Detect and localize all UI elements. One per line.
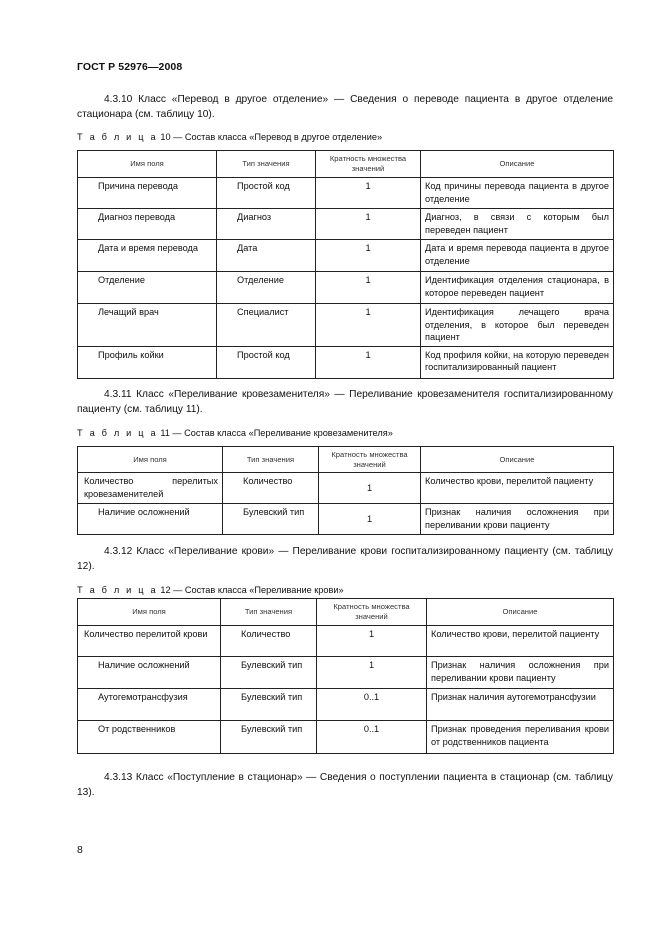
table-12 <box>77 598 614 754</box>
table-cell: Признак наличия осложнения при переливании крови пациенту <box>421 504 614 535</box>
table-row <box>78 657 614 689</box>
table-cell: 1 <box>317 657 427 689</box>
table-cell: Профиль койки <box>78 346 217 378</box>
table-cell: Количество <box>221 626 317 657</box>
table-cell: Количество <box>223 473 319 504</box>
column-header: Имя поля <box>78 151 217 178</box>
table-cell: Идентификация отделения стационара, в которое переведен пациент <box>421 272 614 304</box>
table-cell: Аутогемотрансфузия <box>78 689 221 721</box>
table-row <box>78 346 614 378</box>
table-cell: Диагноз перевода <box>78 209 217 240</box>
column-header: Кратность множества значений <box>319 447 421 473</box>
table-cell: Признак наличия аутогемотрансфузии <box>427 689 614 721</box>
column-header: Описание <box>421 447 614 473</box>
table-row <box>78 626 614 657</box>
paragraph-4-3-12: 4.3.12 Класс «Переливание крови» — Переливание крови госпитализированному пациенту (см. таблицу 12). <box>77 546 613 572</box>
table-11 <box>77 446 614 535</box>
table-cell: 1 <box>316 304 421 347</box>
table-cell: Наличие осложнений <box>78 504 223 535</box>
table-cell: Булевский тип <box>221 689 317 721</box>
table-cell: Дата <box>217 240 316 272</box>
paragraph-4-3-10: 4.3.10 Класс «Перевод в другое отделение» — Сведения о переводе пациента в другое отделение стационара (см. таблицу 10). <box>77 94 613 120</box>
table-header-row <box>78 151 614 178</box>
table-cell: Простой код <box>217 346 316 378</box>
table-cell: От родственников <box>78 721 221 754</box>
table-cell: Код профиля койки, на которую переведен госпитализированный пациент <box>421 346 614 378</box>
table-12-caption: Т а б л и ц а 12 — Состав класса «Переливание крови» <box>77 585 344 595</box>
table-row <box>78 721 614 754</box>
table-cell: Признак проведения переливания крови от родственников пациента <box>427 721 614 754</box>
table-row <box>78 473 614 504</box>
column-header: Тип значения <box>217 151 316 178</box>
column-header: Описание <box>427 599 614 626</box>
table-cell: 1 <box>319 504 421 535</box>
table-cell: 1 <box>316 346 421 378</box>
table-cell: Булевский тип <box>221 721 317 754</box>
table-row <box>78 240 614 272</box>
table-cell: Причина перевода <box>78 178 217 209</box>
table-cell: Булевский тип <box>221 657 317 689</box>
table-cell: Количество крови, перелитой пациенту <box>427 626 614 657</box>
table-11-caption: Т а б л и ц а 11 — Состав класса «Переливание кровезаменителя» <box>77 428 393 438</box>
table-cell: Отделение <box>78 272 217 304</box>
table-row <box>78 272 614 304</box>
column-header: Описание <box>421 151 614 178</box>
table-cell: Код причины перевода пациента в другое отделение <box>421 178 614 209</box>
table-cell: Диагноз, в связи с которым был переведен пациент <box>421 209 614 240</box>
table-cell: 1 <box>316 272 421 304</box>
paragraph-4-3-11: 4.3.11 Класс «Переливание кровезаменителя» — Переливание кровезаменителя госпитализированному пациенту (см. таблицу 11). <box>77 389 613 415</box>
document-header: ГОСТ Р 52976—2008 <box>77 61 183 73</box>
table-cell: 0..1 <box>317 689 427 721</box>
table-cell: Количество перелитых кровезаменителей <box>78 473 223 504</box>
column-header: Имя поля <box>78 447 223 473</box>
table-row <box>78 504 614 535</box>
column-header: Имя поля <box>78 599 221 626</box>
table-cell: Специалист <box>217 304 316 347</box>
paragraph-4-3-13: 4.3.13 Класс «Поступление в стационар» — Сведения о поступлении пациента в стационар (см. таблицу 13). <box>77 772 613 798</box>
table-cell: Количество перелитой крови <box>78 626 221 657</box>
table-cell: Булевский тип <box>223 504 319 535</box>
table-10 <box>77 150 614 379</box>
table-header-row <box>78 447 614 473</box>
table-cell: Дата и время перевода <box>78 240 217 272</box>
table-row <box>78 304 614 347</box>
column-header: Тип значения <box>221 599 317 626</box>
page-number: 8 <box>77 844 83 856</box>
table-cell: Отделение <box>217 272 316 304</box>
table-cell: Лечащий врач <box>78 304 217 347</box>
column-header: Кратность множества значений <box>316 151 421 178</box>
table-cell: Количество крови, перелитой пациенту <box>421 473 614 504</box>
table-cell: Наличие осложнений <box>78 657 221 689</box>
column-header: Тип значения <box>223 447 319 473</box>
table-cell: 1 <box>316 178 421 209</box>
table-10-caption: Т а б л и ц а 10 — Состав класса «Перевод в другое отделение» <box>77 132 383 142</box>
column-header: Кратность множества значений <box>317 599 427 626</box>
table-cell: Признак наличия осложнения при переливании крови пациенту <box>427 657 614 689</box>
table-cell: 1 <box>316 240 421 272</box>
table-row <box>78 689 614 721</box>
table-cell: 0..1 <box>317 721 427 754</box>
table-row <box>78 178 614 209</box>
table-cell: Идентификация лечащего врача отделения, в которое был переведен пациент <box>421 304 614 347</box>
table-cell: 1 <box>316 209 421 240</box>
table-cell: Диагноз <box>217 209 316 240</box>
table-cell: 1 <box>317 626 427 657</box>
table-cell: Дата и время перевода пациента в другое отделение <box>421 240 614 272</box>
table-cell: 1 <box>319 473 421 504</box>
table-cell: Простой код <box>217 178 316 209</box>
table-header-row <box>78 599 614 626</box>
table-row <box>78 209 614 240</box>
